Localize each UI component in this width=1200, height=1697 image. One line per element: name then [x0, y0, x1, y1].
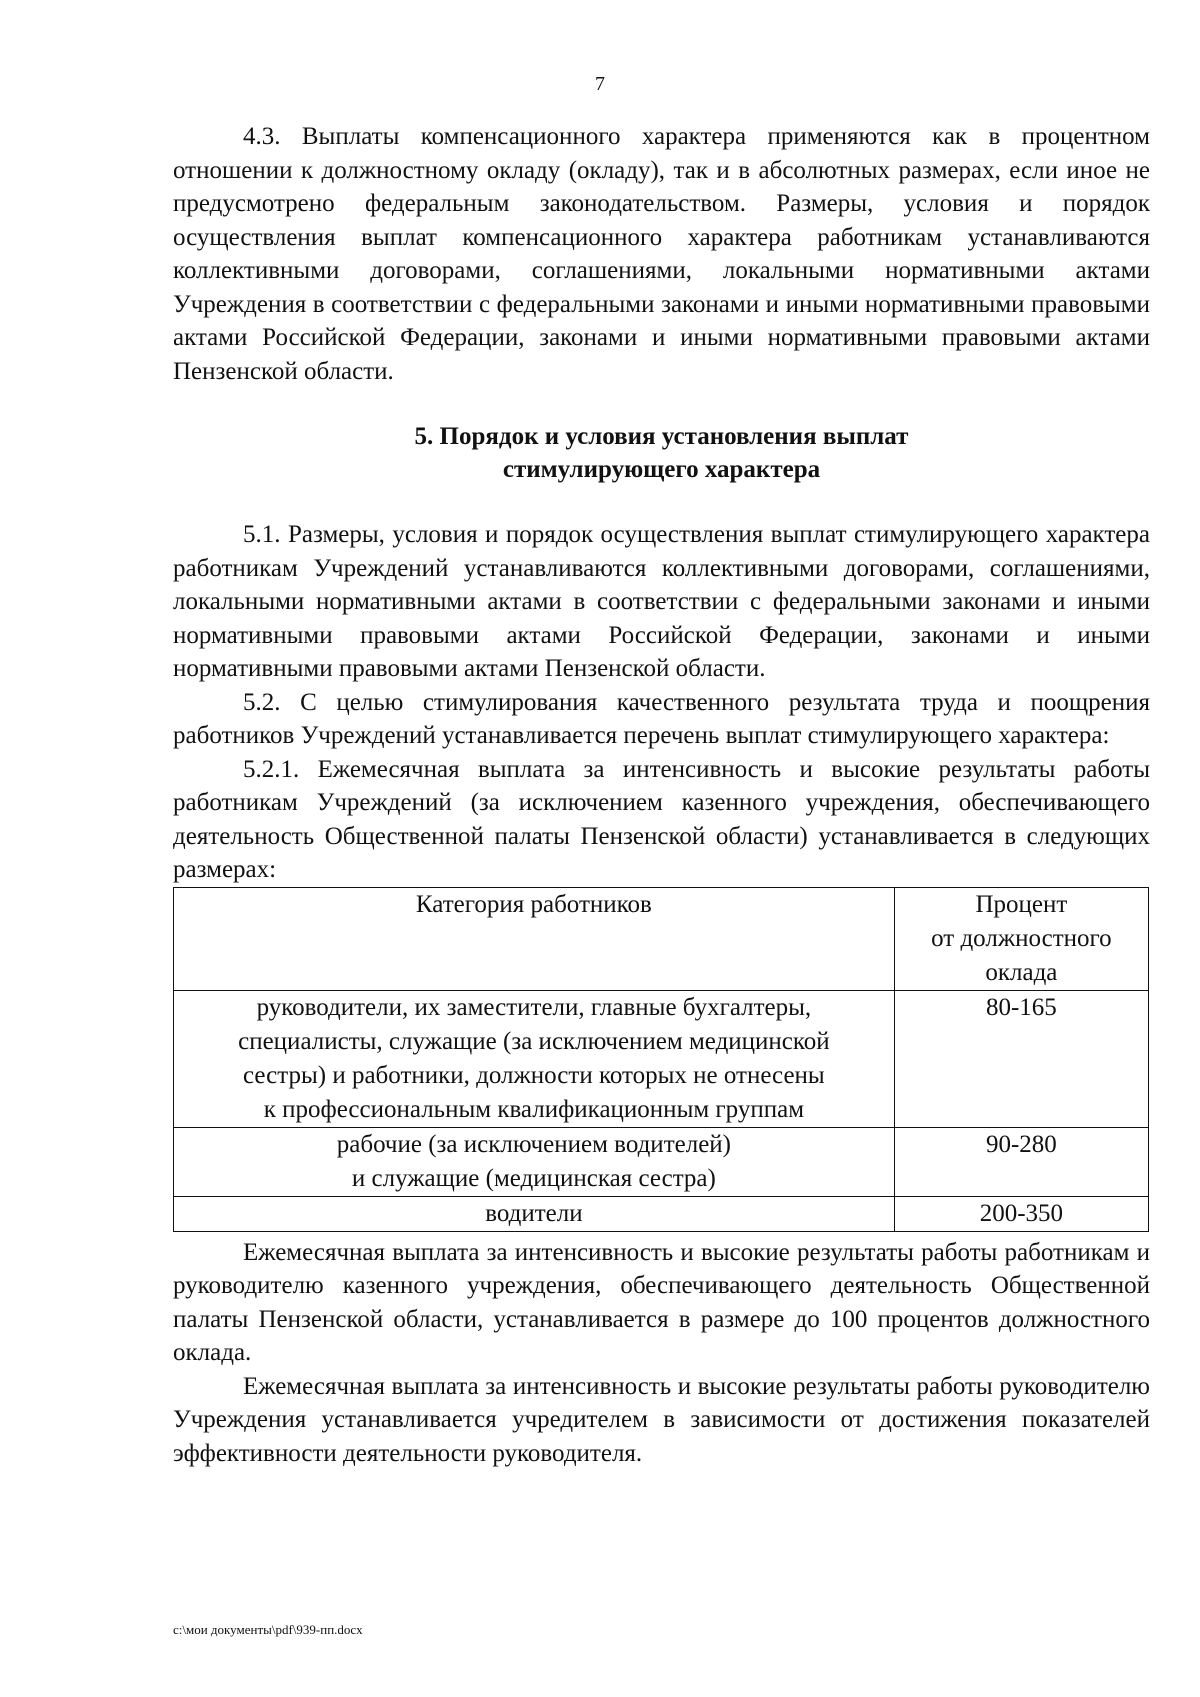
paragraph-after-table-2: Ежемесячная выплата за интенсивность и высокие результаты работы руководителю Учреждения устанавливается учредителем в зависимости от достижения показателей эффективности деятельности руководителя. — [173, 1372, 1150, 1467]
table-header-percent-line: от должностного — [931, 924, 1112, 952]
table-cell-percent: 200-350 — [894, 1196, 1148, 1231]
table-cell-category-line: к профессиональным квалификационным группам — [263, 1095, 805, 1123]
table-cell-category-line: сестры) и работники, должности которых не отнесены — [243, 1061, 825, 1089]
table-header-percent-line: Процент — [975, 890, 1068, 918]
table-cell-category-line: и служащие (медицинская сестра) — [351, 1164, 716, 1192]
payment-table — [173, 887, 1149, 1232]
table-header-percent-line: оклада — [985, 958, 1058, 986]
table-cell-category — [174, 1196, 895, 1231]
table-cell-percent: 90-280 — [894, 1127, 1148, 1196]
section-5-heading-line-2: стимулирующего характера — [502, 456, 821, 483]
page-number: 7 — [595, 73, 605, 95]
table-cell-category — [174, 1127, 895, 1196]
section-5-heading — [173, 420, 1150, 486]
paragraph-5-2-1: 5.2.1. Ежемесячная выплата за интенсивность и высокие результаты работы работникам Учреждений (за исключением казенного учреждения, обеспечивающего деятельность Общественной палаты Пензенской области) устанавливается в следующих размерах: — [173, 755, 1150, 883]
paragraph-5-2: 5.2. С целью стимулирования качественного результата труда и поощрения работников Учреждений устанавливается перечень выплат стимулирующего характера: — [173, 688, 1150, 749]
document-body — [173, 120, 1150, 1470]
table-header-percent — [894, 887, 1148, 990]
paragraph-after-table-1: Ежемесячная выплата за интенсивность и высокие результаты работы работникам и руководителю казенного учреждения, обеспечивающего деятельность Общественной палаты Пензенской области, устанавливается в размере до 100 процентов должностного оклада. — [173, 1238, 1150, 1366]
table-cell-category — [174, 990, 895, 1127]
table-row — [174, 990, 1149, 1127]
table-cell-category-line: специалисты, служащие (за исключением медицинской — [238, 1027, 830, 1055]
footer-file-path: c:\мои документы\pdf\939-пп.docx — [173, 1622, 363, 1637]
table-cell-percent: 80-165 — [894, 990, 1148, 1127]
paragraph-4-3: 4.3. Выплаты компенсационного характера применяются как в процентном отношении к должностному окладу (окладу), так и в абсолютных размерах, если иное не предусмотрено федеральным законодательством. Размеры, условия и порядок осуществления выплат компенсационного характера работникам устанавливаются коллективными договорами, соглашениями, локальными нормативными актами Учреждения в соответствии с федеральными законами и иными нормативными правовыми актами Российской Федерации, законами и иными нормативными правовыми актами Пензенской области. — [173, 123, 1150, 385]
table-row — [174, 1127, 1149, 1196]
table-cell-category-line: водители — [485, 1199, 583, 1227]
table-row — [174, 1196, 1149, 1231]
table-header-category: Категория работников — [174, 887, 895, 990]
paragraph-5-1: 5.1. Размеры, условия и порядок осуществления выплат стимулирующего характера работникам Учреждений устанавливаются коллективными договорами, соглашениями, локальными нормативными актами в соответствии с федеральными законами и иными нормативными правовыми актами Российской Федерации, законами и иными нормативными правовыми актами Пензенской области. — [173, 521, 1150, 682]
table-cell-category-line: руководители, их заместители, главные бухгалтеры, — [256, 993, 812, 1021]
table-cell-category-line: рабочие (за исключением водителей) — [336, 1130, 731, 1158]
table-header-row — [174, 887, 1149, 990]
section-5-heading-line-1: 5. Порядок и условия установления выплат — [414, 423, 909, 450]
